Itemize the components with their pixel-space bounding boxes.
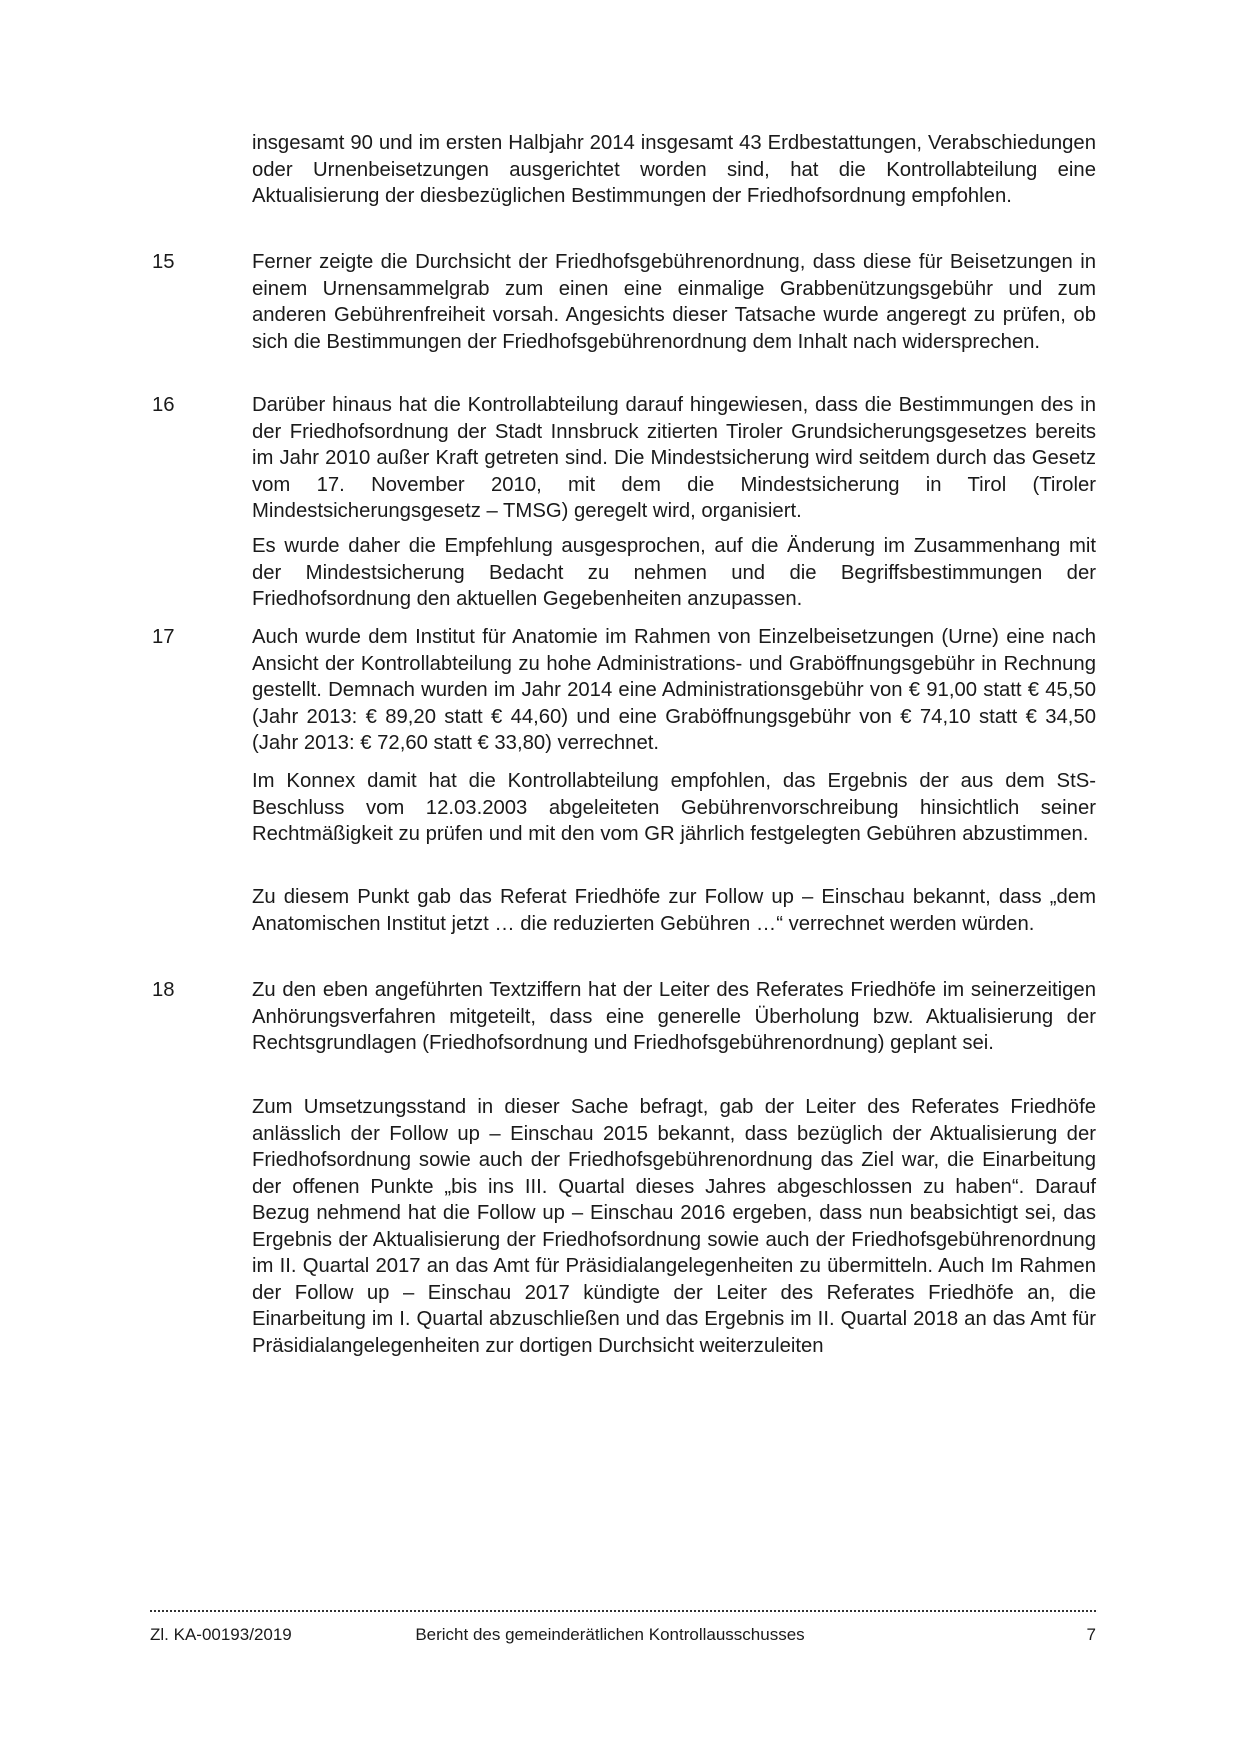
footer-reference: Zl. KA-00193/2019 xyxy=(150,1625,292,1644)
paragraph-intro: insgesamt 90 und im ersten Halbjahr 2014 insgesamt 43 Erdbestattungen, Verabschiedungen oder Urnenbeisetzungen ausgerichtet worden sind, hat die Kontrollabteilung eine Aktualisierung der diesbezüglichen Bestimmungen der Friedhofsordnung empfohlen. xyxy=(252,132,1096,207)
paragraph-number-16: 16 xyxy=(152,394,175,416)
paragraph-17: Auch wurde dem Institut für Anatomie im Rahmen von Einzelbeisetzungen (Urne) eine nach Ansicht der Kontrollabteilung zu hohe Administrations- und Graböffnungsgebühr in Rechnung gestellt. Demnach wurden im Jahr 2014 eine Administrationsgebühr von € 91,00 statt € 45,50 (Jahr 2013: € 89,20 statt € 44,60) und eine Graböffnungsgebühr von € 74,10 statt € 34,50 (Jahr 2013: € 72,60 statt € 33,80) verrechnet. xyxy=(252,626,1096,754)
paragraph-17-followup: Zu diesem Punkt gab das Referat Friedhöfe zur Follow up – Einschau bekannt, dass „dem Anatomischen Institut jetzt … die reduzierten Gebühren …“ verrechnet werden würden. xyxy=(252,886,1096,935)
paragraph-number-18: 18 xyxy=(152,979,175,1001)
footer-divider xyxy=(150,1610,1096,1612)
paragraph-number-17: 17 xyxy=(152,626,175,648)
paragraph-16: Darüber hinaus hat die Kontrollabteilung darauf hingewiesen, dass die Bestimmungen des in der Friedhofsordnung der Stadt Innsbruck zitierten Tiroler Grundsicherungsgesetzes bereits im Jahr 2010 außer Kraft getreten sind. Die Mindestsicherung wird seitdem durch das Gesetz vom 17. November 2010, mit dem die Mindestsicherung in Tirol (Tiroler Mindestsicherungsgesetz – TMSG) geregelt wird, organisiert. xyxy=(252,394,1096,522)
paragraph-18-status: Zum Umsetzungsstand in dieser Sache befragt, gab der Leiter des Referates Friedhöfe anlässlich der Follow up – Einschau 2015 bekannt, dass bezüglich der Aktualisierung der Friedhofsordnung sowie auch der Friedhofsgebührenordnung das Ziel war, die Einarbeitung der offenen Punkte „bis ins III. Quartal dieses Jahres abgeschlossen zu haben“. Darauf Bezug nehmend hat die Follow up – Einschau 2016 ergeben, dass nun beabsichtigt sei, das Ergebnis der Aktualisierung der Friedhofsordnung sowie auch der Friedhofsgebührenordnung im II. Quartal 2017 an das Amt für Präsidialangelegenheiten zu übermitteln. Auch Im Rahmen der Follow up – Einschau 2017 kündigte der Leiter des Referates Friedhöfe an, die Einarbeitung im I. Quartal abzuschließen und das Ergebnis im II. Quartal 2018 an das Amt für Präsidialangelegenheiten zur dortigen Durchsicht weiterzuleiten xyxy=(252,1096,1096,1357)
paragraph-15: Ferner zeigte die Durchsicht der Friedhofsgebührenordnung, dass diese für Beisetzungen in einem Urnensammelgrab zum einen eine einmalige Grabbenützungsgebühr und zum anderen Gebührenfreiheit vorsah. Angesichts dieser Tatsache wurde angeregt zu prüfen, ob sich die Bestimmungen der Friedhofsgebührenordnung dem Inhalt nach widersprechen. xyxy=(252,251,1096,353)
paragraph-17-recommendation: Im Konnex damit hat die Kontrollabteilung empfohlen, das Ergebnis der aus dem StS-Beschluss vom 12.03.2003 abgeleiteten Gebührenvorschreibung hinsichtlich seiner Rechtmäßigkeit zu prüfen und mit den vom GR jährlich festgelegten Gebühren abzustimmen. xyxy=(252,770,1096,845)
paragraph-number-15: 15 xyxy=(152,251,175,273)
footer-page-number: 7 xyxy=(1086,1625,1096,1644)
paragraph-16-continued: Es wurde daher die Empfehlung ausgesprochen, auf die Änderung im Zusammenhang mit der Mindestsicherung Bedacht zu nehmen und die Begriffsbestimmungen der Friedhofsordnung den aktuellen Gegebenheiten anzupassen. xyxy=(252,535,1096,610)
paragraph-18: Zu den eben angeführten Textziffern hat der Leiter des Referates Friedhöfe im seinerzeitigen Anhörungsverfahren mitgeteilt, dass eine generelle Überholung bzw. Aktualisierung der Rechtsgrundlagen (Friedhofsordnung und Friedhofsgebührenordnung) geplant sei. xyxy=(252,979,1096,1054)
footer-title: Bericht des gemeinderätlichen Kontrollausschusses xyxy=(415,1625,805,1644)
